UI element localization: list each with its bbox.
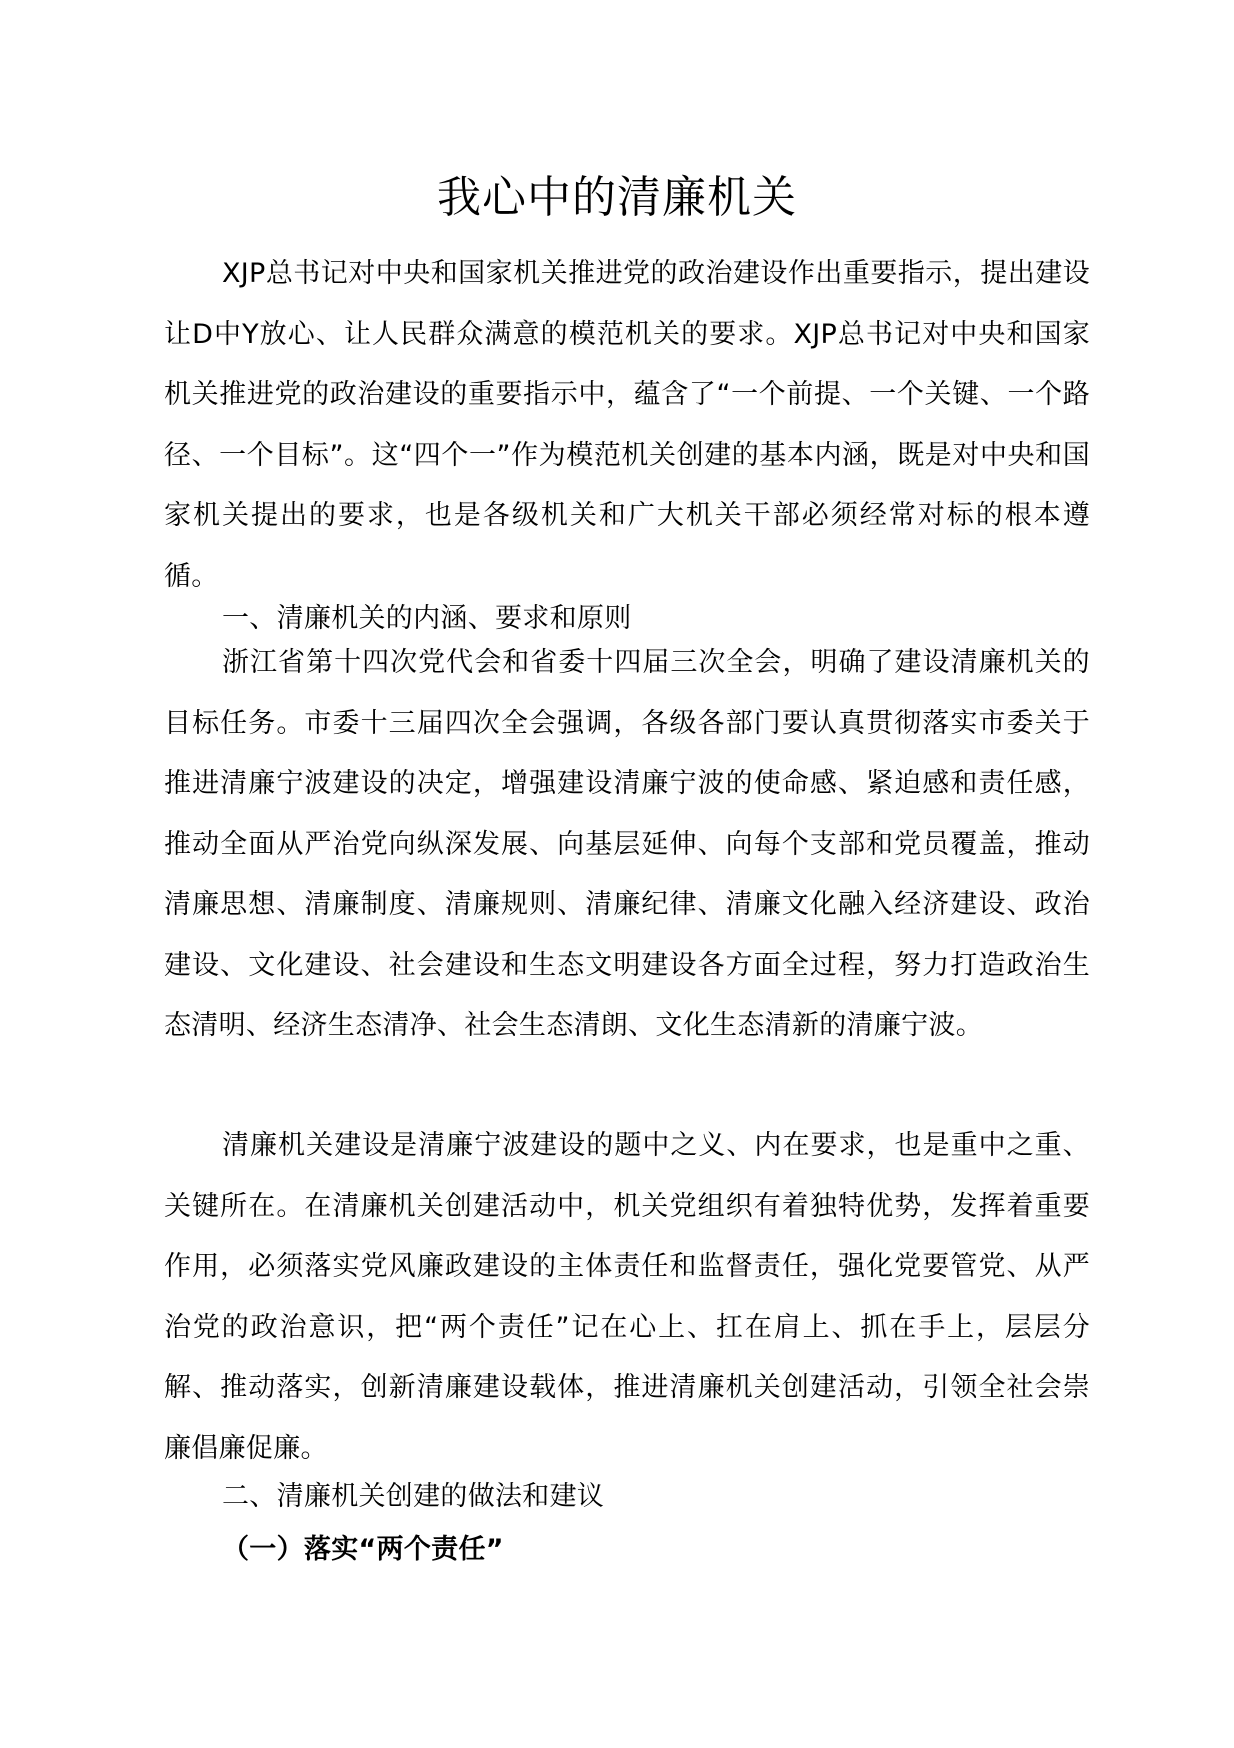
sub-heading-1: （一）落实“两个责任” (222, 1534, 504, 1565)
body-block-section-1b (164, 1116, 1090, 1479)
section-heading-1: 一、清廉机关的内涵、要求和原则 (222, 603, 632, 634)
document-title: 我心中的清廉机关 (437, 172, 797, 223)
paragraph-intro: XJP总书记对中央和国家机关推进党的政治建设作出重要指示，提出建设让D中Y放心、让人民群众满意的模范机关的要求。XJP总书记对中央和国家机关推进党的政治建设的重要指示中，蕴含了“一个前提、一个关键、一个路径、一个目标”。这“四个一”作为模范机关创建的基本内涵，既是对中央和国家机关提出的要求，也是各级机关和广大机关干部必须经常对标的根本遵循。 (164, 258, 1090, 592)
body-block-intro (164, 244, 1090, 607)
body-block-section-1 (164, 633, 1090, 1057)
section-heading-2: 二、清廉机关创建的做法和建议 (222, 1481, 605, 1512)
paragraph-qinglian-jiguan: 清廉机关建设是清廉宁波建设的题中之义、内在要求，也是重中之重、关键所在。在清廉机关创建活动中，机关党组织有着独特优势，发挥着重要作用，必须落实党风廉政建设的主体责任和监督责任，强化党要管党、从严治党的政治意识，把“两个责任”记在心上、扛在肩上、抓在手上，层层分解、推动落实，创新清廉建设载体，推进清廉机关创建活动，引领全社会崇廉倡廉促廉。 (164, 1130, 1090, 1464)
paragraph-zhejiang: 浙江省第十四次党代会和省委十四届三次全会，明确了建设清廉机关的目标任务。市委十三届四次全会强调，各级各部门要认真贯彻落实市委关于推进清廉宁波建设的决定，增强建设清廉宁波的使命感、紧迫感和责任感，推动全面从严治党向纵深发展、向基层延伸、向每个支部和党员覆盖，推动清廉思想、清廉制度、清廉规则、清廉纪律、清廉文化融入经济建设、政治建设、文化建设、社会建设和生态文明建设各方面全过程，努力打造政治生态清明、经济生态清净、社会生态清朗、文化生态清新的清廉宁波。 (164, 647, 1090, 1041)
